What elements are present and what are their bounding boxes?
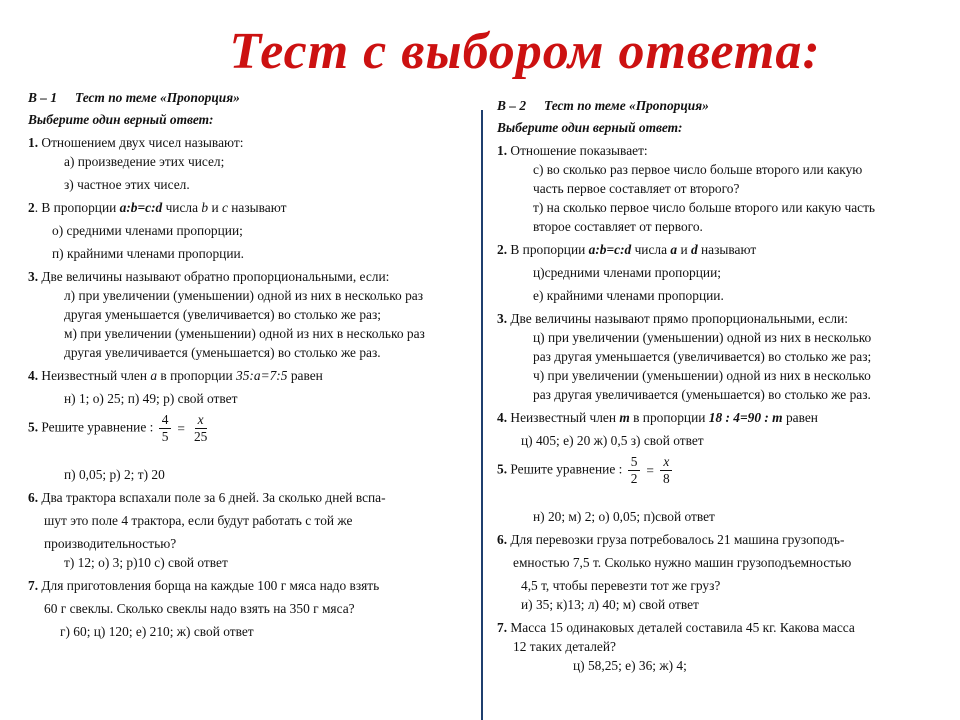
variable: b [201,200,209,215]
answer-options: ц) 58,25; е) 36; ж) 4; [573,658,687,673]
question-3 [28,267,478,362]
question-text: Масса 15 одинаковых деталей составила 45 кг. Какова масса [507,620,855,635]
question-text: Для приготовления борща на каждые 100 г мяса надо взять [38,578,380,593]
answer-option: м) при увеличении (уменьшении) одной из них в несколько раз [64,326,425,341]
variable: d [690,242,698,257]
question-text-cont: 60 г свеклы. Сколько свеклы надо взять на 350 г мяса? [44,601,355,616]
answer-options: ц) 405; е) 20 ж) 0,5 з) свой ответ [521,433,704,448]
question-text: называют [227,200,287,215]
question-number: 6. [497,532,508,547]
answer-option: с) во сколько раз первое число больше второго или какую [533,162,863,177]
question-text-cont: 12 таких деталей? [513,639,616,654]
question-6 [497,530,952,614]
variant-1-column [28,88,478,641]
question-number: 5. [497,461,508,477]
question-number: 7. [28,578,39,593]
numerator: 4 [159,412,172,429]
answer-options: и) 35; к)13; л) 40; м) свой ответ [521,597,699,612]
question-text-cont: емностью 7,5 т. Сколько нужно машин грузоподъемностью [513,555,852,570]
question-4 [497,408,952,450]
denominator: 25 [193,429,208,444]
answer-option: ч) при увеличении (уменьшении) одной из них в несколько [533,368,871,383]
question-number: 5. [28,419,39,435]
denominator: 8 [662,471,670,486]
answer-option: е) крайними членами пропорции. [533,288,724,303]
question-number: 1. [28,135,39,150]
question-number: 7. [497,620,508,635]
question-text: В пропорции [507,242,589,257]
question-text: . В пропорции [34,200,120,215]
topic-label: Тест по теме «Пропорция» [75,90,240,105]
fraction-right [660,454,673,487]
question-number: 4. [28,368,39,383]
numerator: x [660,454,672,471]
variant-2-header [497,96,952,115]
answer-option-cont: другая уменьшается (увеличивается) во столько же раз; [64,307,381,322]
question-number: 3. [28,269,39,284]
proportion-formula: 35:a=7:5 [236,368,288,383]
question-2 [497,240,952,305]
question-text: Две величины называют прямо пропорциональными, если: [507,311,849,326]
question-7 [497,618,952,675]
answer-option: о) средними членами пропорции; [52,223,243,238]
numerator: 5 [628,454,641,471]
proportion-formula: a:b=c:d [119,200,163,215]
question-5 [28,412,478,484]
answer-option: т) на сколько первое число больше второго или какую часть [533,200,876,215]
question-text: Решите уравнение : [507,461,626,477]
question-number: 2 [28,200,35,215]
answer-option-cont: второе составляет от первого. [533,219,703,234]
fraction-right [191,412,210,445]
answer-options: п) 0,05; р) 2; т) 20 [64,467,165,482]
variable: a [150,368,158,383]
question-text: Неизвестный член [507,410,620,425]
question-4 [28,366,478,408]
answer-options: г) 60; ц) 120; е) 210; ж) свой ответ [60,624,254,639]
question-text: Решите уравнение : [38,419,157,435]
question-text: Два трактора вспахали поле за 6 дней. За сколько дней вспа- [38,490,386,505]
question-text: называют [697,242,757,257]
instruction: Выберите один верный ответ: [497,120,683,135]
answer-option: п) крайними членами пропорции. [52,246,245,261]
answer-option: ц) при увеличении (уменьшении) одной из них в несколько [533,330,872,345]
question-text: в пропорции [629,410,709,425]
question-text: Отношение показывает: [507,143,648,158]
answer-options: н) 20; м) 2; о) 0,05; п)свой ответ [533,509,715,524]
question-text: и [208,200,222,215]
answer-option: з) частное этих чисел. [64,177,190,192]
fraction-left [628,454,641,487]
question-2 [28,198,478,263]
question-6 [28,488,478,572]
question-number: 2. [497,242,508,257]
question-number: 6. [28,490,39,505]
question-text: равен [782,410,818,425]
question-text-cont: производительностью? [44,536,177,551]
answer-options: н) 1; о) 25; п) 49; р) свой ответ [64,391,238,406]
question-text: Для перевозки груза потребовалось 21 машина грузоподъ- [507,532,845,547]
question-3 [497,309,952,404]
answer-option: ц)средними членами пропорции; [533,265,721,280]
variable: m [619,410,630,425]
question-7 [28,576,478,641]
equals-sign: = [177,421,185,436]
answer-options: т) 12; о) 3; р)10 с) свой ответ [64,555,228,570]
answer-option: а) произведение этих чисел; [64,154,225,169]
question-number: 1. [497,143,508,158]
answer-option-cont: раз другая увеличивается (уменьшается) во столько же раз. [533,387,871,402]
variant-1-header [28,88,478,107]
question-text: Неизвестный член [38,368,151,383]
variant-label: В – 1 [28,90,58,105]
proportion-formula: 18 : 4=90 : m [708,410,783,425]
question-text: числа [631,242,671,257]
question-text: и [677,242,691,257]
fraction-left [159,412,172,445]
instruction: Выберите один верный ответ: [28,112,214,127]
equals-sign: = [646,463,654,478]
variable: a [670,242,678,257]
variant-label: В – 2 [497,98,527,113]
question-number: 4. [497,410,508,425]
answer-option-cont: другая увеличивается (уменьшается) во столько же раз. [64,345,381,360]
denominator: 5 [161,429,169,444]
question-text-cont: 4,5 т, чтобы перевезти тот же груз? [521,578,721,593]
denominator: 2 [630,471,638,486]
proportion-formula: a:b=c:d [588,242,632,257]
numerator: x [195,412,207,429]
question-5 [497,454,952,526]
column-divider [481,110,483,720]
variable: c [221,200,228,215]
question-text: Отношением двух чисел называют: [38,135,244,150]
page-title: Тест с выбором ответа: [229,23,821,80]
question-text-cont: шут это поле 4 трактора, если будут работать с той же [44,513,353,528]
question-text: числа [162,200,202,215]
question-text: равен [287,368,323,383]
question-1 [497,141,952,236]
question-1 [28,133,478,194]
question-text: Две величины называют обратно пропорциональными, если: [38,269,390,284]
question-text: в пропорции [157,368,237,383]
answer-option-cont: часть первое составляет от второго? [533,181,740,196]
answer-option-cont: раз другая уменьшается (увеличивается) во столько же раз; [533,349,872,364]
variant-2-column [497,96,952,675]
topic-label: Тест по теме «Пропорция» [544,98,709,113]
answer-option: л) при увеличении (уменьшении) одной из них в несколько раз [64,288,424,303]
question-number: 3. [497,311,508,326]
